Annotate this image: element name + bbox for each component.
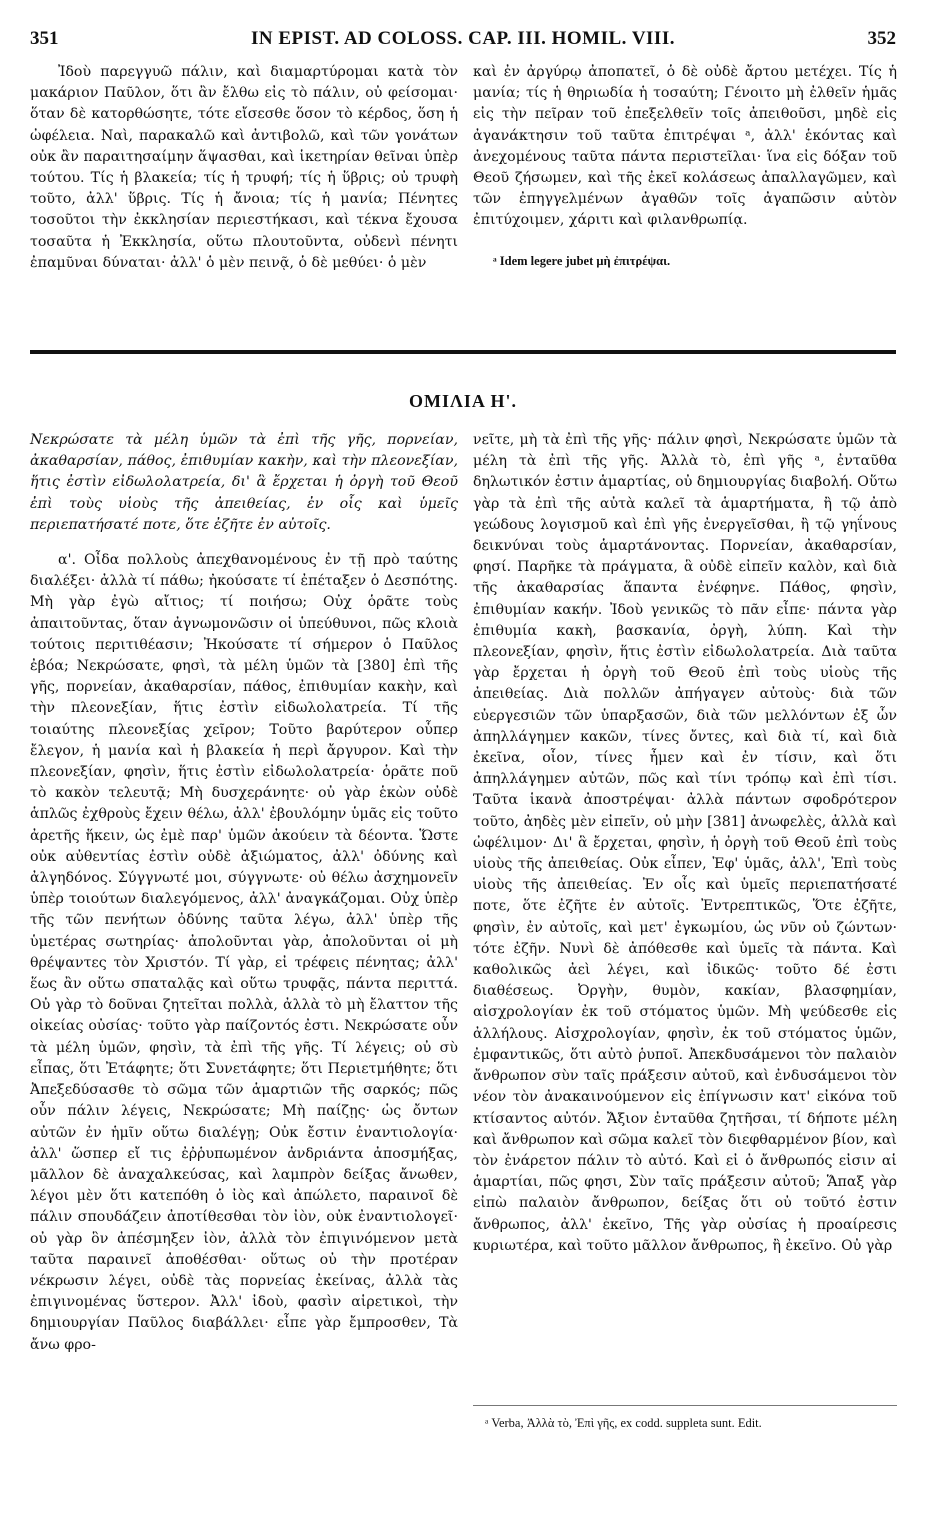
top-right-column bbox=[473, 62, 897, 270]
running-title: IN EPIST. AD COLOSS. CAP. III. HOMIL. VIII. bbox=[251, 28, 675, 49]
scripture-verse: Νεκρώσατε τὰ μέλη ὑμῶν τὰ ἐπὶ τῆς γῆς, πορνείαν, ἀκαθαρσίαν, πάθος, ἐπιθυμίαν κακὴν, καὶ τὴν πλεονεξίαν, ἥτις ἐστὶν εἰδωλολατρεία, δι' ἃ ἔρχεται ἡ ὀργὴ τοῦ Θεοῦ ἐπὶ τοὺς υἱοὺς τῆς ἀπειθείας, ἐν οἷς καὶ ὑμεῖς περιεπατήσατέ ποτε, ὅτε ἐζῆτε ἐν αὐτοῖς. bbox=[30, 432, 458, 533]
body-left-paragraph: α'. Οἶδα πολλοὺς ἀπεχθανομένους ἐν τῇ πρὸ ταύτης διαλέξει· ἀλλὰ τί πάθω; ἠκούσατε τί ἐπέταξεν ὁ Δεσπότης. Μὴ γὰρ ἐγὼ αἴτιος; τί ποιήσω; Οὐχ ὁρᾶτε τοὺς ἀπαιτοῦντας, ὅταν ἀγνωμονῶσιν οἱ ὑπεύθυνοι, πῶς κλοιὰ τούτοις περιτιθέασιν; Ἠκούσατε τί σήμερον ὁ Παῦλος ἐβόα; Νεκρώσατε, φησὶ, τὰ μέλη ὑμῶν τὰ [380] ἐπὶ τῆς γῆς, πορνείαν, ἀκαθαρσίαν, πάθος, ἐπιθυμίαν κακὴν, καὶ τὴν πλεονεξίαν, ἥτις ἐστὶν εἰδωλολατρεία. Τί τῆς τοιαύτης πλεονεξίας χεῖρον; Τοῦτο βαρύτερον οὗπερ ἔλεγον, ἡ μανία καὶ ἡ βλακεία ἡ περὶ ἄργυρον. Καὶ τὴν πλεονεξίαν, φησὶν, ἥτις ἐστὶν εἰδωλολατρεία· ὁρᾶτε ποῦ τὸ κακὸν τελευτᾷ; Μὴ δυσχεράνητε· οὐ γὰρ ἑκὼν οὐδὲ ἁπλῶς ἐχθροὺς ἔχειν θέλω, ἀλλ' ἐβουλόμην ὑμᾶς εἰς τοῦτο ἀρετῆς ἥκειν, ὡς ἐμὲ παρ' ὑμῶν ἀκούειν τὰ δέοντα. Ὥστε οὐκ αὐθεντίας ἐστὶν οὐδὲ ἀξιώματος, ἀλλ' ὀδύνης καὶ ἀλγηδόνος. Σύγγνωτέ μοι, σύγγνωτε· οὐ θέλω ἀσχημονεῖν ὑπὲρ τοιούτων διαλεγόμενος, ἀλλ' ἀναγκάζομαι. Οὐχ ὑπὲρ τῆς τῶν πενήτων ὀδύνης ταῦτα λέγω, ἀλλ' ὑπὲρ τῆς ὑμετέρας σωτηρίας· ἀπολοῦνται γὰρ, ἀπολοῦνται οἱ μὴ θρέψαντες τὸν Χριστόν. Τί γὰρ, εἰ τρέφεις πένητας; ἀλλ' ἕως ἂν οὕτω σπαταλᾷς καὶ οὕτω τρυφᾷς, πάντα περιττά. Οὐ γὰρ τὸ δοῦναι ζητεῖται πολλὰ, ἀλλὰ τὸ μὴ ἔλαττον τῆς οἰκείας οὐσίας· τοῦτο γὰρ παίζοντός ἐστι. Νεκρώσατε οὖν τὰ μέλη ὑμῶν, φησὶν, τὰ ἐπὶ τῆς γῆς. Τί λέγεις; οὐ σὺ εἶπας, ὅτι Ἐτάφητε; ὅτι Συνετάφητε; ὅτι Περιετμήθητε; ὅτι Ἀπεξεδύσασθε τὸ σῶμα τῶν ἁμαρτιῶν τῆς σαρκός; πῶς οὖν πάλιν λέγεις, Νεκρώσατε; Μὴ παίζῃς· ὡς ὄντων αὐτῶν ἐν ἡμῖν οὕτω διαλέγῃ; Οὐκ ἔστιν ἐναντιολογία· ἀλλ' ὥσπερ εἴ τις ἐῤῥυπωμένον ἀνδριάντα ἀποσμήξας, μᾶλλον δὲ ἀναχαλκεύσας, καὶ λαμπρὸν δείξας ἄνωθεν, λέγοι μὲν ὅτι κατεπόθη ὁ ἰὸς καὶ ἀπώλετο, παραινοῖ δὲ πάλιν σπουδάζειν ἀποτίθεσθαι τὸν ἰὸν, οὐκ ἐναντιολογεῖ· οὐ γὰρ ὃν ἀπέσμηξεν ἰὸν, ἀλλὰ τὸν ἐπιγινόμενον μετὰ ταῦτα παραινεῖ ἀποθέσθαι· οὕτως οὐ τὴν προτέραν νέκρωσιν λέγει, οὐδὲ τὰς πορνείας ἐκείνας, ἀλλὰ τὰς ἐπιγινομένας ὕστερον. Ἀλλ' ἰδοὺ, φασὶν αἱρετικοὶ, τὴν δημιουργίαν Παῦλος διαβάλλει· εἶπε γὰρ ἔμπροσθεν, Τὰ ἄνω φρο- bbox=[30, 552, 458, 1353]
footnote-top: ᵃ Idem legere jubet μὴ ἐπιτρέψαι. bbox=[493, 253, 671, 268]
footnote-bottom: ᵃ Verba, Ἀλλὰ τὸ, Ἐπὶ γῆς, ex codd. suppleta sunt. Edit. bbox=[485, 1416, 762, 1430]
footnote-rule bbox=[473, 1405, 897, 1406]
top-left-column bbox=[30, 62, 458, 274]
page-number-left: 351 bbox=[30, 28, 59, 49]
lower-left-column bbox=[30, 430, 458, 1356]
page-number-right: 352 bbox=[867, 28, 896, 49]
lower-right-column bbox=[473, 430, 897, 1257]
running-header bbox=[30, 28, 896, 58]
top-left-paragraph: Ἰδοὺ παρεγγυῶ πάλιν, καὶ διαμαρτύρομαι κατὰ τὸν μακάριον Παῦλον, ὅτι ἂν ἔλθω εἰς τὸ πάλιν, οὐ φείσομαι· ὅταν δὲ κατορθώσητε, τότε εἴσεσθε ὅσον τὸ κέρδος, ὅση ἡ ὠφέλεια. Ναὶ, παρακαλῶ καὶ ἀντιβολῶ, καὶ τῶν γονάτων οὐκ ἂν παραιτησαίμην ἅψασθαι, καὶ ἱκετηρίαν θεῖναι ὑπὲρ τούτου. Τίς ἡ βλακεία; τίς ἡ τρυφή; τίς ἡ ὕβρις; οὐ τρυφὴ τοῦτο, ἀλλ' ὕβρις. Τίς ἡ ἄνοια; τίς ἡ μανία; Πένητες τοσοῦτοι τὴν ἐκκλησίαν περιεστήκασι, καὶ τέκνα ἔχουσα τοσαῦτα ἡ Ἐκκλησία, οὕτω πλουτοῦντα, οὐδενὶ πένητι ἐπαμῦναι δύναται· ἀλλ' ὁ μὲν πεινᾷ, ὁ δὲ μεθύει· ὁ μὲν bbox=[30, 64, 458, 271]
homily-title: ΟΜΙΛΙΑ Η'. bbox=[409, 391, 517, 411]
body-right-paragraph: νεῖτε, μὴ τὰ ἐπὶ τῆς γῆς· πάλιν φησὶ, Νεκρώσατε ὑμῶν τὰ μέλη τὰ ἐπὶ τῆς γῆς. Ἀλλὰ τὸ, ἐπὶ γῆς ᵃ, ἐνταῦθα δηλωτικόν ἐστιν ἁμαρτίας, οὐ δημιουργίας διαβολή. Οὕτω γὰρ τὰ ἐπὶ τῆς αὐτὰ καλεῖ τὰ ἁμαρτήματα, ἢ τῷ ἀπὸ γεώδους λογισμοῦ καὶ ἐπὶ γῆς ἐνεργεῖσθαι, ἢ τῷ γηΐνους δεικνύναι τοὺς ἁμαρτάνοντας. Πορνείαν, ἀκαθαρσίαν, φησί. Παρῆκε τὰ πράγματα, ἃ οὐδὲ εἰπεῖν καλὸν, καὶ διὰ τῆς ἀκαθαρσίας ἅπαντα ἐνέφηνε. Πάθος, φησὶν, ἐπιθυμίαν κακήν. Ἰδοὺ γενικῶς τὸ πᾶν εἶπε· πάντα γὰρ ἐπιθυμία κακὴ, βασκανία, ὀργὴ, λύπη. Καὶ τὴν πλεονεξίαν, φησὶν, ἥτις ἐστὶν εἰδωλολατρεία. Διὰ ταῦτα γὰρ ἔρχεται ἡ ὀργὴ τοῦ Θεοῦ ἐπὶ τοὺς υἱοὺς τῆς ἀπειθείας. Διὰ πολλῶν ἀπήγαγεν αὐτοὺς· διὰ τῶν εὐεργεσιῶν τῶν ὑπαρξασῶν, διὰ τῶν μελλόντων ἐξ ὧν ἀπηλλάγημεν κακῶν, τίνες ὄντες, καὶ διὰ τί, καὶ διὰ ἐκεῖνα, οἷον, τίνες ἦμεν καὶ ἐν τίσιν, καὶ ὅτι ἀπηλλάγημεν αὐτῶν, πῶς καὶ τίνι τρόπῳ καὶ ἐπὶ τίσι. Ταῦτα ἱκανὰ ἀποστρέψαι· ἀλλὰ πάντων σφοδρότερον τοῦτο, ἀηδὲς μὲν εἰπεῖν, οὐ μὴν [381] ἀνωφελὲς, ἀλλὰ καὶ ὠφέλιμον· Δι' ἃ ἔρχεται, φησὶν, ἡ ὀργὴ τοῦ Θεοῦ ἐπὶ τοὺς υἱοὺς τῆς ἀπειθείας. Οὐκ εἶπεν, Ἐφ' ὑμᾶς, ἀλλ', Ἐπὶ τοὺς υἱοὺς τῆς ἀπειθείας. Ἐν οἷς καὶ ὑμεῖς περιεπατήσατέ ποτε, ὅτε ἐζῆτε ἐν αὐτοῖς. Ἐντρεπτικῶς, Ὅτε ἐζῆτε, φησὶν, ἐν αὐτοῖς, καὶ μετ' ἐγκωμίου, ὡς νῦν οὐ ζώντων· τότε ἐζῆν. Νυνὶ δὲ ἀπόθεσθε καὶ ὑμεῖς τὰ πάντα. Καὶ καθολικῶς ἀεὶ λέγει, καὶ ἰδικῶς· τοῦτο δέ ἐστι διαθέσεως. Ὀργὴν, θυμὸν, κακίαν, βλασφημίαν, αἰσχρολογίαν ἐκ τοῦ στόματος ὑμῶν. Μὴ ψεύδεσθε εἰς ἀλλήλους. Αἰσχρολογίαν, φησὶν, ἐκ τοῦ στόματος ὑμῶν, ἐμφαντικῶς, ὅτι αὐτὸ ῥυποῖ. Ἀπεκδυσάμενοι τὸν παλαιὸν ἄνθρωπον σὺν ταῖς πράξεσιν αὐτοῦ, καὶ ἐνδυσάμενοι τὸν νέον τὸν ἀνακαινούμενον εἰς ἐπίγνωσιν κατ' εἰκόνα τοῦ κτίσαντος αὐτόν. Ἄξιον ἐνταῦθα ζητῆσαι, τί δήποτε μέλη καὶ ἄνθρωπον καὶ σῶμα καλεῖ τὸν διεφθαρμένον βίον, καὶ τὸν ἐνάρετον πάλιν τὸ αὐτό. Καὶ εἰ ὁ ἄνθρωπός εἰσιν αἱ ἁμαρτίαι, πῶς φησι, Σὺν ταῖς πράξεσιν αὐτοῦ; Ἅπαξ γὰρ εἰπὼ παλαιὸν ἄνθρωπον, δείξας ὅτι οὐ τοῦτό ἐστιν ἄνθρωπος, ἀλλ' ἐκεῖνο, Τῆς γὰρ οὐσίας ἡ προαίρεσις κυριωτέρα, καὶ τοῦτο μᾶλλον ἄνθρωπος, ἢ ἐκεῖνο. Οὐ γὰρ bbox=[473, 432, 897, 1254]
top-right-paragraph: καὶ ἐν ἀργύρῳ ἀποπατεῖ, ὁ δὲ οὐδὲ ἄρτου μετέχει. Τίς ἡ μανία; τίς ἡ θηριωδία ἡ τοσαύτη; Γένοιτο μὴ ἐλθεῖν ἡμᾶς εἰς τὴν πεῖραν τοῦ ἐπεξελθεῖν τοῖς ἀπειθοῦσι, μηδὲ εἰς ἀγανάκτησιν τοῦ ταῦτα ἐπιτρέψαι ᵃ, ἀλλ' ἑκόντας καὶ ἀνεχομένους ταῦτα πάντα περιστεῖλαι· ἵνα εἰς δόξαν τοῦ Θεοῦ ζήσωμεν, καὶ τῆς ἐκεῖ κολάσεως ἀπαλλαγῶμεν, καὶ τῶν ἐπηγγελμένων ἀγαθῶν τοῖς ἀγαπῶσιν αὐτὸν ἐπιτύχοιμεν, χάριτι καὶ φιλανθρωπίᾳ. bbox=[473, 64, 897, 229]
section-divider-thin bbox=[30, 353, 896, 354]
